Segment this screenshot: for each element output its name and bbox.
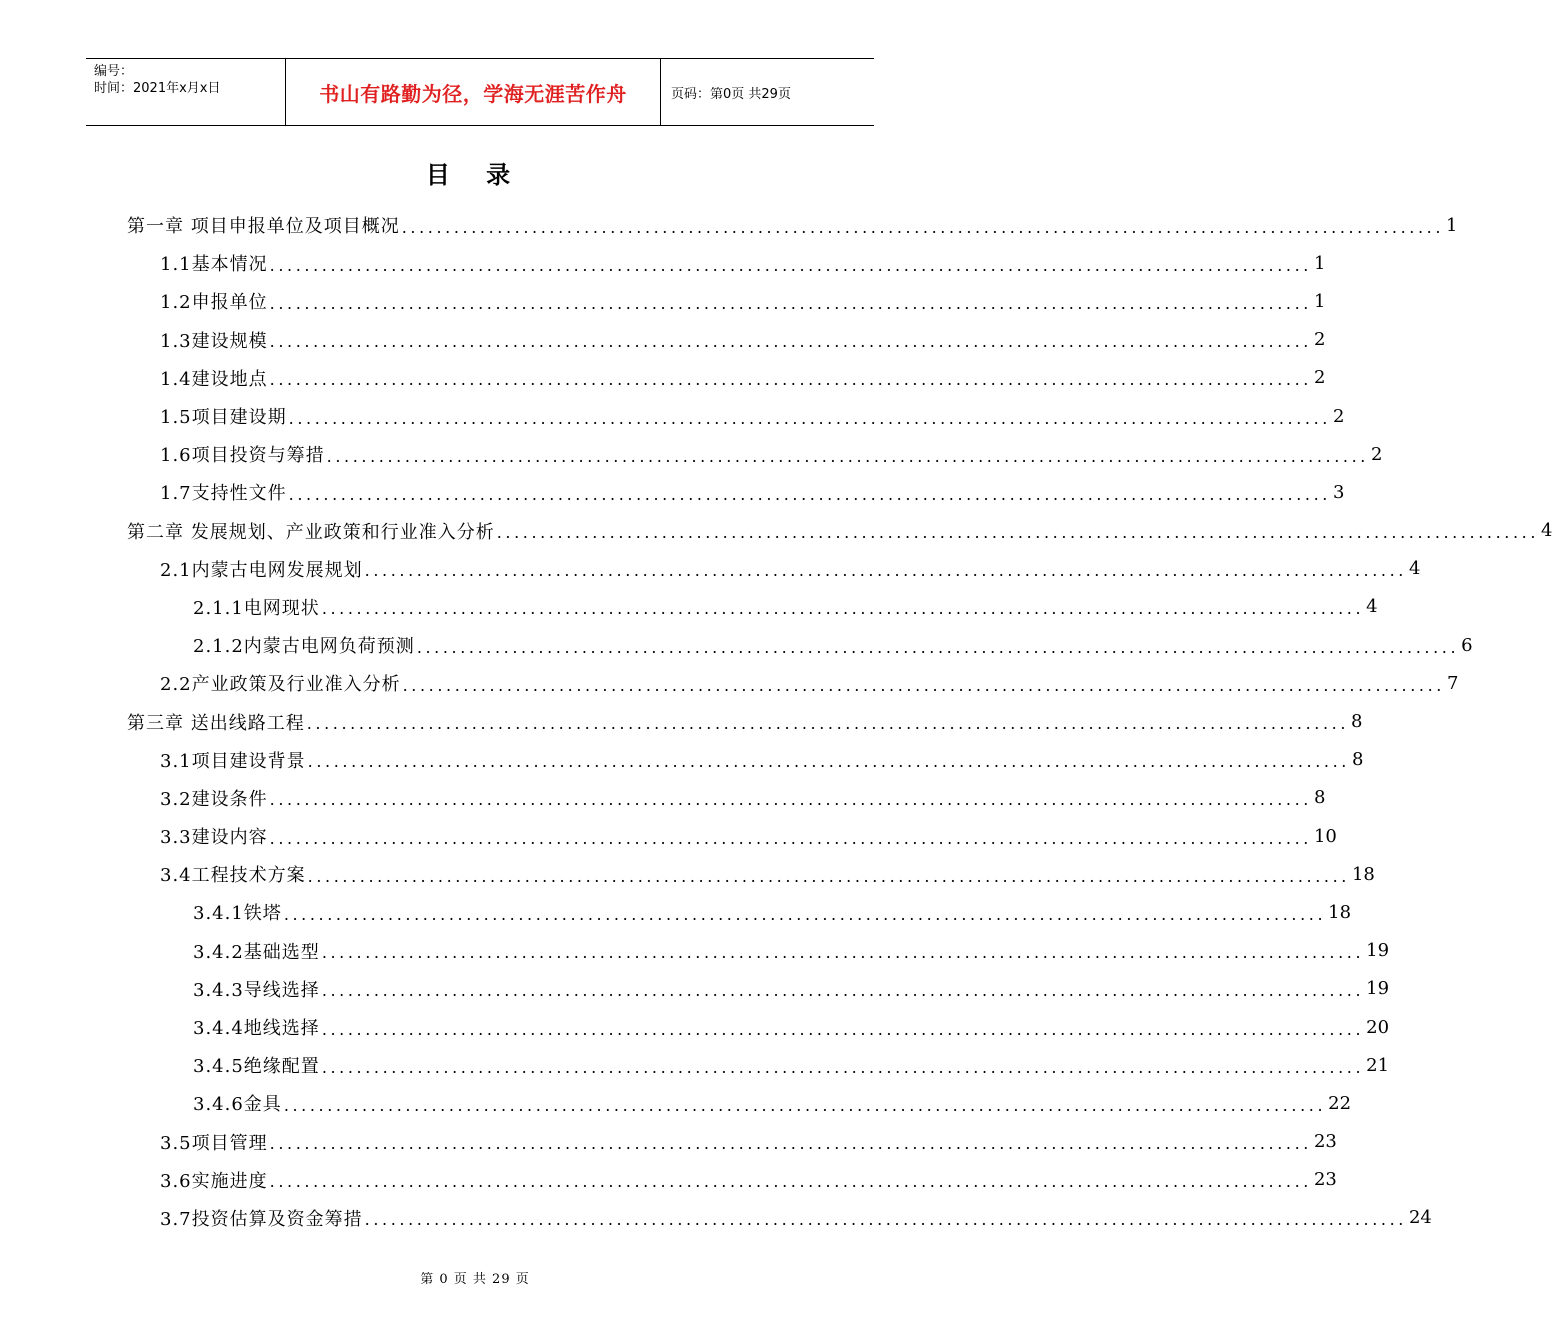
toc-entry-label: 2.1.2内蒙古电网负荷预测 xyxy=(193,636,415,658)
toc-entry[interactable] xyxy=(0,359,1326,397)
toc-dot-leader: ........................................................................................................................ xyxy=(269,790,1312,810)
toc-entry-page: 1 xyxy=(1446,214,1458,236)
toc-entry[interactable] xyxy=(0,817,1337,855)
toc-entry[interactable] xyxy=(0,1161,1337,1199)
toc-entry[interactable] xyxy=(0,512,1553,550)
toc-entry[interactable] xyxy=(0,855,1375,893)
toc-entry-page: 18 xyxy=(1351,863,1375,885)
toc-entry-label: 3.5项目管理 xyxy=(160,1132,268,1154)
toc-entry-page: 20 xyxy=(1366,1016,1390,1038)
toc-entry-label: 3.7投资估算及资金筹措 xyxy=(160,1208,363,1230)
toc-entry[interactable] xyxy=(0,664,1459,702)
toc-entry[interactable] xyxy=(0,893,1352,931)
toc-entry-label: 1.4建设地点 xyxy=(160,368,268,390)
toc-entry-label: 1.7支持性文件 xyxy=(160,483,287,505)
toc-dot-leader: ........................................................................................................................ xyxy=(402,675,1445,695)
toc-entry[interactable] xyxy=(0,779,1326,817)
toc-dot-leader: ........................................................................................................................ xyxy=(307,752,1350,772)
toc-dot-leader: ........................................................................................................................ xyxy=(283,1095,1327,1115)
toc-dot-leader: ........................................................................................................................ xyxy=(321,981,1365,1001)
toc-entry[interactable] xyxy=(0,626,1473,664)
toc-entry-label: 3.1项目建设背景 xyxy=(160,750,306,772)
toc-entry[interactable] xyxy=(0,1199,1432,1237)
toc-entry-label: 1.3建设规模 xyxy=(160,330,268,352)
toc-dot-leader: ........................................................................................................................ xyxy=(321,599,1365,619)
toc-entry-page: 23 xyxy=(1313,1131,1337,1153)
toc-entry-page: 19 xyxy=(1366,940,1390,962)
toc-entry-label: 3.4.5绝缘配置 xyxy=(193,1056,320,1078)
toc-dot-leader: ........................................................................................................................ xyxy=(496,523,1540,543)
header-meta xyxy=(86,59,286,125)
toc-entry[interactable] xyxy=(0,932,1390,970)
toc-dot-leader: ........................................................................................................................ xyxy=(269,828,1312,848)
toc-entry-page: 4 xyxy=(1408,558,1421,580)
toc-dot-leader: ........................................................................................................................ xyxy=(269,1134,1312,1154)
toc-entry-page: 7 xyxy=(1446,672,1459,694)
toc-entry[interactable] xyxy=(0,397,1345,435)
toc-dot-leader: ........................................................................................................................ xyxy=(269,255,1312,275)
toc-entry[interactable] xyxy=(0,473,1345,511)
toc-entry-page: 4 xyxy=(1366,596,1378,618)
toc-title: 目 录 xyxy=(425,161,525,189)
toc-entry-label: 2.2产业政策及行业准入分析 xyxy=(160,674,401,696)
toc-entry[interactable] xyxy=(0,1084,1352,1122)
toc-entry-label: 3.4.1铁塔 xyxy=(193,903,282,925)
toc-dot-leader: ........................................................................................................................ xyxy=(269,293,1312,313)
toc-entry-label: 1.1基本情况 xyxy=(160,254,268,276)
toc-entry-label: 2.1内蒙古电网发展规划 xyxy=(160,559,363,581)
document-time-label: 时间：2021年x月x日 xyxy=(94,81,221,96)
toc-entry[interactable] xyxy=(0,244,1326,282)
toc-entry-label: 2.1.1电网现状 xyxy=(193,597,320,619)
toc-entry-label: 3.4.6金具 xyxy=(193,1094,282,1116)
toc-entry-label: 3.4.3导线选择 xyxy=(193,979,320,1001)
toc-entry[interactable] xyxy=(0,282,1326,320)
toc-dot-leader: ........................................................................................................................ xyxy=(401,217,1445,237)
toc-entry[interactable] xyxy=(0,206,1458,244)
toc-entry-page: 2 xyxy=(1370,443,1383,465)
toc-entry[interactable] xyxy=(0,435,1383,473)
table-of-contents xyxy=(0,206,1553,1237)
toc-entry-page: 8 xyxy=(1351,749,1364,771)
toc-dot-leader: ........................................................................................................................ xyxy=(321,1057,1365,1077)
toc-entry-page: 1 xyxy=(1313,252,1326,274)
toc-entry-page: 4 xyxy=(1541,520,1553,542)
toc-dot-leader: ........................................................................................................................ xyxy=(321,1019,1365,1039)
toc-entry[interactable] xyxy=(0,550,1421,588)
toc-dot-leader: ........................................................................................................................ xyxy=(269,1172,1312,1192)
toc-entry-label: 3.4工程技术方案 xyxy=(160,865,306,887)
toc-entry-page: 6 xyxy=(1461,634,1473,656)
toc-entry[interactable] xyxy=(0,1046,1390,1084)
toc-entry[interactable] xyxy=(0,702,1363,740)
header-motto: 书山有路勤为径，学海无涯苦作舟 xyxy=(286,59,661,125)
toc-entry-label: 第二章 发展规划、产业政策和行业准入分析 xyxy=(127,521,495,543)
page-footer: 第 0 页 共 29 页 xyxy=(420,1272,530,1287)
toc-dot-leader: ........................................................................................................................ xyxy=(269,332,1312,352)
toc-entry[interactable] xyxy=(0,1008,1390,1046)
toc-entry-label: 第一章 项目申报单位及项目概况 xyxy=(127,216,400,238)
toc-dot-leader: ........................................................................................................................ xyxy=(288,408,1331,428)
toc-dot-leader: ........................................................................................................................ xyxy=(416,637,1460,657)
toc-dot-leader: ........................................................................................................................ xyxy=(307,866,1350,886)
toc-entry-page: 10 xyxy=(1313,825,1337,847)
toc-entry-label: 3.2建设条件 xyxy=(160,788,268,810)
toc-entry-label: 1.6项目投资与筹措 xyxy=(160,445,325,467)
toc-entry-page: 1 xyxy=(1313,290,1326,312)
header-page-label: 页码：第0页 共29页 xyxy=(671,86,791,102)
toc-dot-leader: ........................................................................................................................ xyxy=(269,370,1312,390)
toc-dot-leader: ........................................................................................................................ xyxy=(306,714,1350,734)
toc-entry[interactable] xyxy=(0,741,1364,779)
toc-entry-page: 19 xyxy=(1366,978,1390,1000)
toc-entry-label: 3.4.4地线选择 xyxy=(193,1018,320,1040)
toc-entry-label: 3.4.2基础选型 xyxy=(193,941,320,963)
toc-entry[interactable] xyxy=(0,321,1326,359)
toc-entry-page: 22 xyxy=(1328,1092,1352,1114)
toc-entry-page: 2 xyxy=(1332,405,1345,427)
toc-entry-label: 第三章 送出线路工程 xyxy=(127,712,305,734)
toc-entry-page: 2 xyxy=(1313,329,1326,351)
toc-entry-page: 23 xyxy=(1313,1169,1337,1191)
toc-entry[interactable] xyxy=(0,970,1390,1008)
toc-entry-label: 1.5项目建设期 xyxy=(160,407,287,429)
toc-dot-leader: ........................................................................................................................ xyxy=(288,484,1331,504)
page-header xyxy=(86,58,874,126)
toc-entry-page: 3 xyxy=(1332,481,1345,503)
toc-dot-leader: ........................................................................................................................ xyxy=(321,943,1365,963)
toc-dot-leader: ........................................................................................................................ xyxy=(326,446,1369,466)
toc-dot-leader: ........................................................................................................................ xyxy=(364,1210,1407,1230)
toc-entry-page: 24 xyxy=(1408,1207,1432,1229)
toc-entry-page: 21 xyxy=(1366,1054,1390,1076)
toc-dot-leader: ........................................................................................................................ xyxy=(364,561,1407,581)
toc-entry-page: 8 xyxy=(1313,787,1326,809)
toc-entry-page: 2 xyxy=(1313,367,1326,389)
toc-entry[interactable] xyxy=(0,1123,1337,1161)
toc-dot-leader: ........................................................................................................................ xyxy=(283,904,1327,924)
toc-entry-page: 8 xyxy=(1351,711,1363,733)
document-number-label: 编号： xyxy=(94,64,134,79)
toc-entry[interactable] xyxy=(0,588,1378,626)
toc-entry-page: 18 xyxy=(1328,901,1352,923)
toc-entry-label: 3.6实施进度 xyxy=(160,1170,268,1192)
toc-entry-label: 3.3建设内容 xyxy=(160,827,268,849)
toc-entry-label: 1.2申报单位 xyxy=(160,292,268,314)
